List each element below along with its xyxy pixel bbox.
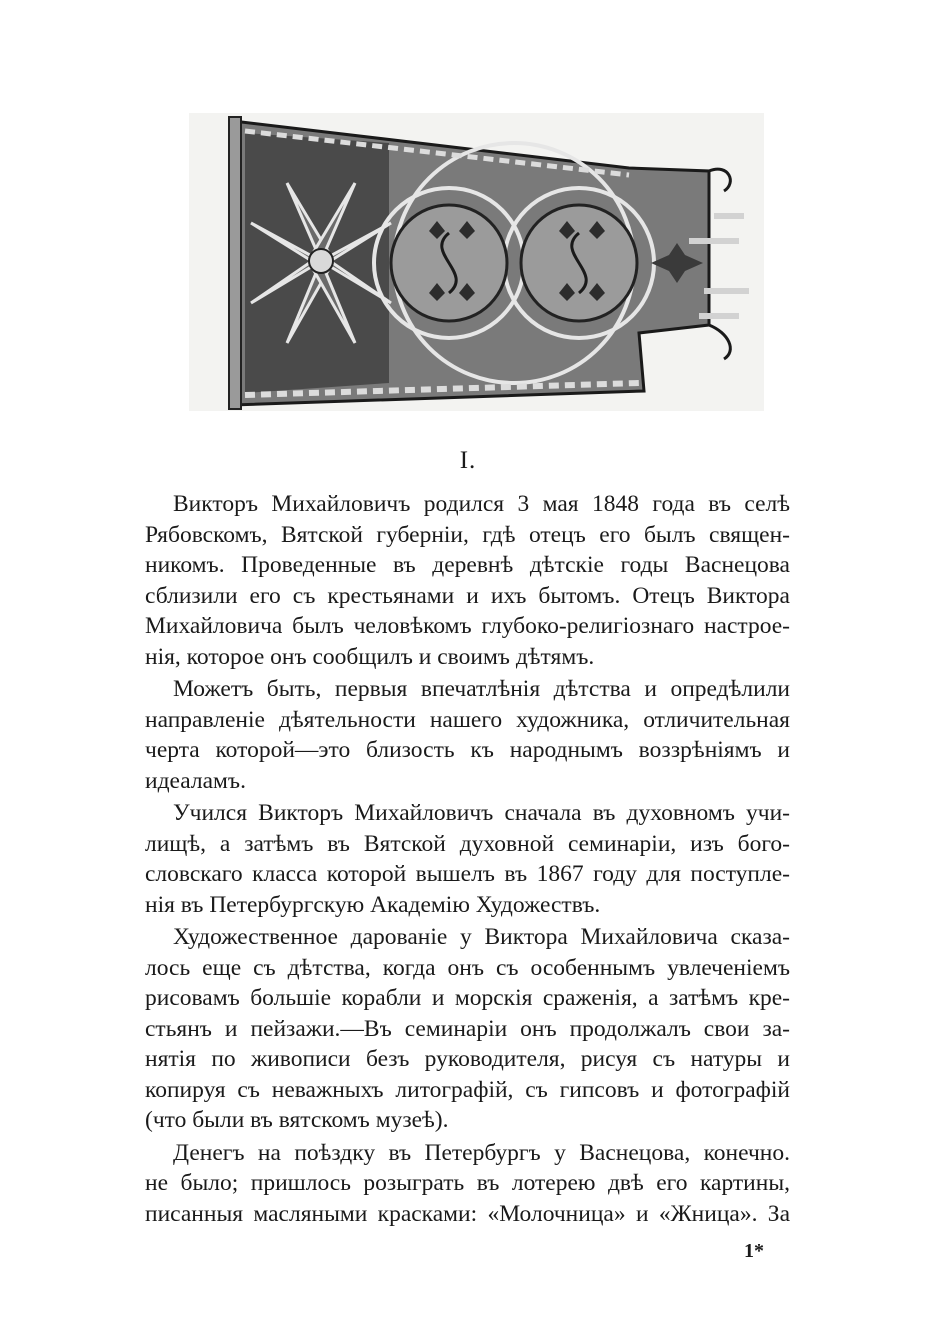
text-line: копируя съ неважныхъ литографій, съ гипсовъ и фотографій: [145, 1076, 790, 1103]
text-line: не было; пришлось розыграть въ лотерею двѣ его картины,: [145, 1170, 790, 1196]
text-line: нія въ Петербургскую Академію Художествъ.: [145, 891, 601, 918]
text-line: направленіе дѣятельности нашего художника, отличительная: [145, 706, 790, 733]
text-line: никомъ. Проведенные въ деревнѣ дѣтскіе годы Васнецова: [145, 552, 790, 578]
body-text: [145, 489, 790, 1231]
text-line: Можетъ быть, первыя впечатлѣнія дѣтства и опредѣлили: [173, 676, 790, 702]
text-line: рисовамъ большіе корабли и морскія сраженія, а затѣмъ кре-: [145, 985, 790, 1011]
paragraph: [145, 922, 790, 1136]
text-line: (что были въ вятскомъ музеѣ).: [145, 1107, 449, 1133]
text-line: стьянъ и пейзажи.—Въ семинаріи онъ продолжалъ свои за-: [145, 1015, 790, 1042]
text-line: черта которой—это близость къ народнымъ воззрѣніямъ и: [145, 737, 790, 763]
paragraph: [145, 798, 790, 920]
text-line: сблизили его съ крестьянами и ихъ бытомъ. Отецъ Виктора: [145, 582, 790, 609]
paragraph: [145, 674, 790, 796]
signature-mark: 1*: [744, 1240, 764, 1262]
text-line: Учился Викторъ Михайловичъ сначала въ духовномъ учи-: [173, 800, 790, 826]
text-line: идеаламъ.: [145, 767, 246, 794]
paragraph: [145, 1138, 790, 1230]
text-line: нятія по живописи безъ руководителя, рисуя съ натуры и: [145, 1046, 790, 1072]
paragraph: [145, 489, 790, 672]
text-line: нія, которое онъ сообщилъ и своимъ дѣтямъ.: [145, 643, 595, 670]
text-line: Викторъ Михайловичъ родился 3 мая 1848 года въ селѣ: [173, 491, 790, 517]
text-line: словскаго класса которой вышелъ въ 1867 году для поступле-: [145, 861, 790, 887]
text-line: Михайловича былъ человѣкомъ глубоко-религіознаго настрое-: [145, 613, 790, 639]
text-line: писанныя масляными красками: «Молочница» и «Жница». За: [145, 1200, 790, 1227]
text-line: лось еще съ дѣтства, когда онъ съ особеннымъ увлеченіемъ: [145, 954, 790, 981]
text-line: Рябовскомъ, Вятской губерніи, гдѣ отецъ его былъ священ-: [145, 521, 790, 548]
text-line: Художественное дарованіе у Виктора Михайловича сказа-: [173, 924, 790, 950]
ornamental-headpiece: [189, 113, 764, 411]
text-line: Денегъ на поѣздку въ Петербургъ у Васнецова, конечно.: [173, 1139, 790, 1166]
chapter-number: I.: [459, 447, 477, 474]
text-line: лищѣ, а затѣмъ въ Вятской духовной семинаріи, изъ бого-: [145, 830, 790, 857]
